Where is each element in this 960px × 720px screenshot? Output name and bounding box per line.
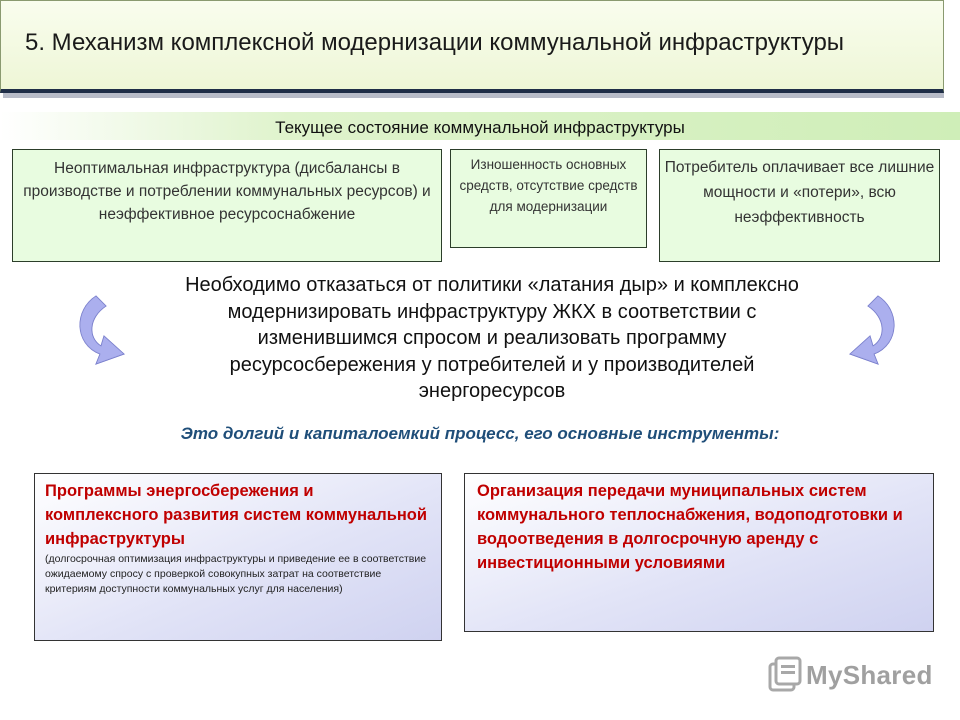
instruments-subtitle: Это долгий и капиталоемкий процесс, его основные инструменты: [180, 424, 780, 443]
title-shadow [3, 93, 944, 98]
issue-box-infrastructure [12, 149, 442, 262]
instrument-note: (долгосрочная оптимизация инфраструктуры и приведение ее в соответствие ожидаемому спросу с проверкой совокупных затрат на соответствие критериям доступности коммунальных услуг для населения) [45, 553, 427, 595]
issue-box-wear [450, 149, 647, 248]
issue-text: Изношенность основных средств, отсутствие средств для модернизации [459, 157, 638, 214]
watermark-text: MyShared [806, 660, 933, 690]
current-state-heading: Текущее состояние коммунальной инфраструктуры [275, 118, 685, 137]
instrument-box-programs [34, 473, 442, 641]
instrument-title: Программы энергосбережения и комплексного развития систем коммунальной инфраструктуры [45, 482, 428, 548]
issue-text: Неоптимальная инфраструктура (дисбалансы в производстве и потреблении коммунальных ресурсов) и неэффективное ресурсоснабжение [23, 160, 431, 223]
main-statement: Необходимо отказаться от политики «латания дыр» и комплексно модернизировать инфраструктуру ЖКХ в соответствии с изменившимся спросом и реализовать программу ресурсосбережения у потребителей и у производителей энергоресурсов [185, 274, 799, 402]
slide-title: 5. Механизм комплексной модернизации коммунальной инфраструктуры [25, 29, 845, 56]
curved-arrow-icon [66, 288, 156, 368]
instrument-title: Организация передачи муниципальных систем коммунального теплоснабжения, водоподготовки и водоотведения в долгосрочную аренду с инвестиционными условиями [477, 482, 903, 572]
curved-arrow-icon [818, 288, 908, 368]
issue-box-consumer [659, 149, 940, 262]
title-bar [0, 0, 944, 93]
issue-text: Потребитель оплачивает все лишние мощности и «потери», всю неэффективность [664, 159, 935, 226]
instrument-box-lease [464, 473, 934, 632]
